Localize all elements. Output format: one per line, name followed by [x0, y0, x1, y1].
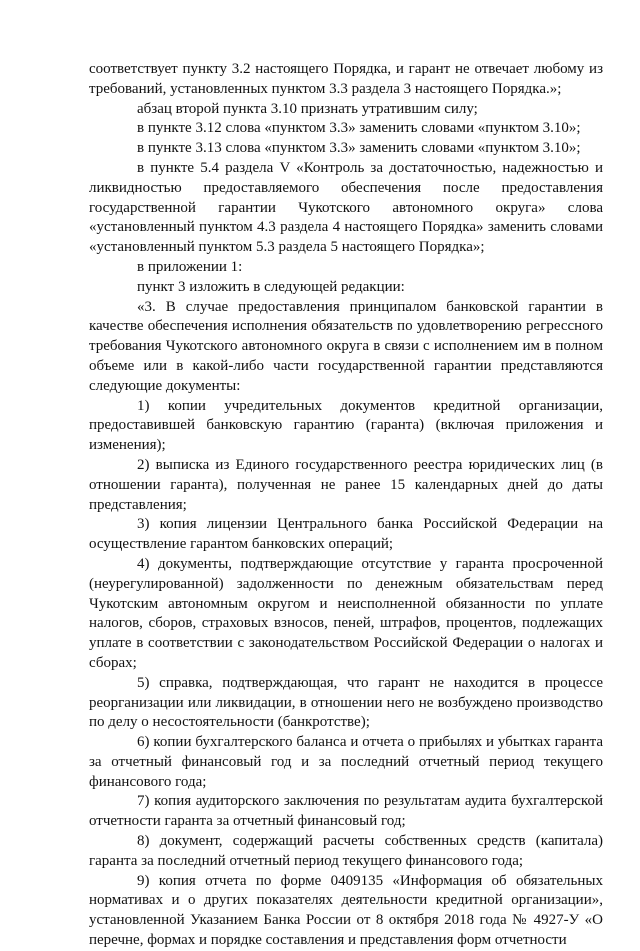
document-paragraph: 9) копия отчета по форме 0409135 «Информация об обязательных нормативах и о других показателях деятельности кредитной организации», установленной Указанием Банка России от 8 октября 2018 года № 4927-У «О перечне, формах и порядке составления и представления форм отчетности — [89, 872, 603, 949]
document-paragraph: 2) выписка из Единого государственного реестра юридических лиц (в отношении гаранта), полученная не ранее 15 календарных дней до даты представления; — [89, 456, 603, 513]
document-paragraph: 8) документ, содержащий расчеты собственных средств (капитала) гаранта за последний отчетный период текущего финансового года; — [89, 833, 603, 869]
document-paragraph: абзац второй пункта 3.10 признать утратившим силу; — [137, 100, 478, 117]
document-paragraph: в пункте 3.13 слова «пунктом 3.3» заменить словами «пунктом 3.10»; — [137, 140, 581, 157]
document-paragraph: 6) копии бухгалтерского баланса и отчета о прибылях и убытках гаранта за отчетный финансовый год и за последний отчетный период текущего финансового года; — [89, 734, 603, 790]
document-paragraph: в приложении 1: — [137, 258, 243, 275]
document-paragraph: 3) копия лицензии Центрального банка Российской Федерации на осуществление гарантом банковских операций; — [89, 516, 603, 553]
document-paragraph: 7) копия аудиторского заключения по результатам аудита бухгалтерской отчетности гаранта за отчетный финансовый год; — [89, 793, 603, 830]
document-paragraph: пункт 3 изложить в следующей редакции: — [137, 278, 405, 295]
document-paragraph: «3. В случае предоставления принципалом банковской гарантии в качестве обеспечения исполнения обязательств по удовлетворению регрессного требования Чукотского автономного округа в связи с исполнением им в полном объеме или в какой-либо части государственной гарантии представляются следующие документы: — [89, 298, 603, 394]
document-paragraph: 4) документы, подтверждающие отсутствие у гаранта просроченной (неурегулированной) задолженности по денежным обязательствам перед Чукотским автономным округом и неисполненной обязанности по уплате налогов, сборов, страховых взносов, пеней, штрафов, процентов, подлежащих уплате в соответствии с законодательством Российской Федерации о налогах и сборах; — [89, 555, 603, 671]
document-paragraph: 5) справка, подтверждающая, что гарант не находится в процессе реорганизации или ликвидации, в отношении него не возбуждено производство по делу о несостоятельности (банкротстве); — [89, 674, 603, 731]
document-paragraph: в пункте 5.4 раздела V «Контроль за достаточностью, надежностью и ликвидностью предоставляемого обеспечения после предоставления государственной гарантии Чукотского автономного округа» слова «установленный пунктом 4.3 раздела 4 настоящего Порядка» заменить словами «установленный пунктом 5.3 раздела 5 настоящего Порядка»; — [89, 159, 603, 256]
document-body — [89, 60, 603, 951]
document-paragraph: соответствует пункту 3.2 настоящего Порядка, и гарант не отвечает любому из требований, установленных пунктом 3.3 раздела 3 настоящего Порядка.»; — [89, 61, 603, 97]
document-paragraph: в пункте 3.12 слова «пунктом 3.3» заменить словами «пунктом 3.10»; — [137, 120, 581, 137]
document-paragraph: 1) копии учредительных документов кредитной организации, предоставившей банковскую гарантию (гаранта) (включая приложения и изменения); — [89, 397, 603, 454]
